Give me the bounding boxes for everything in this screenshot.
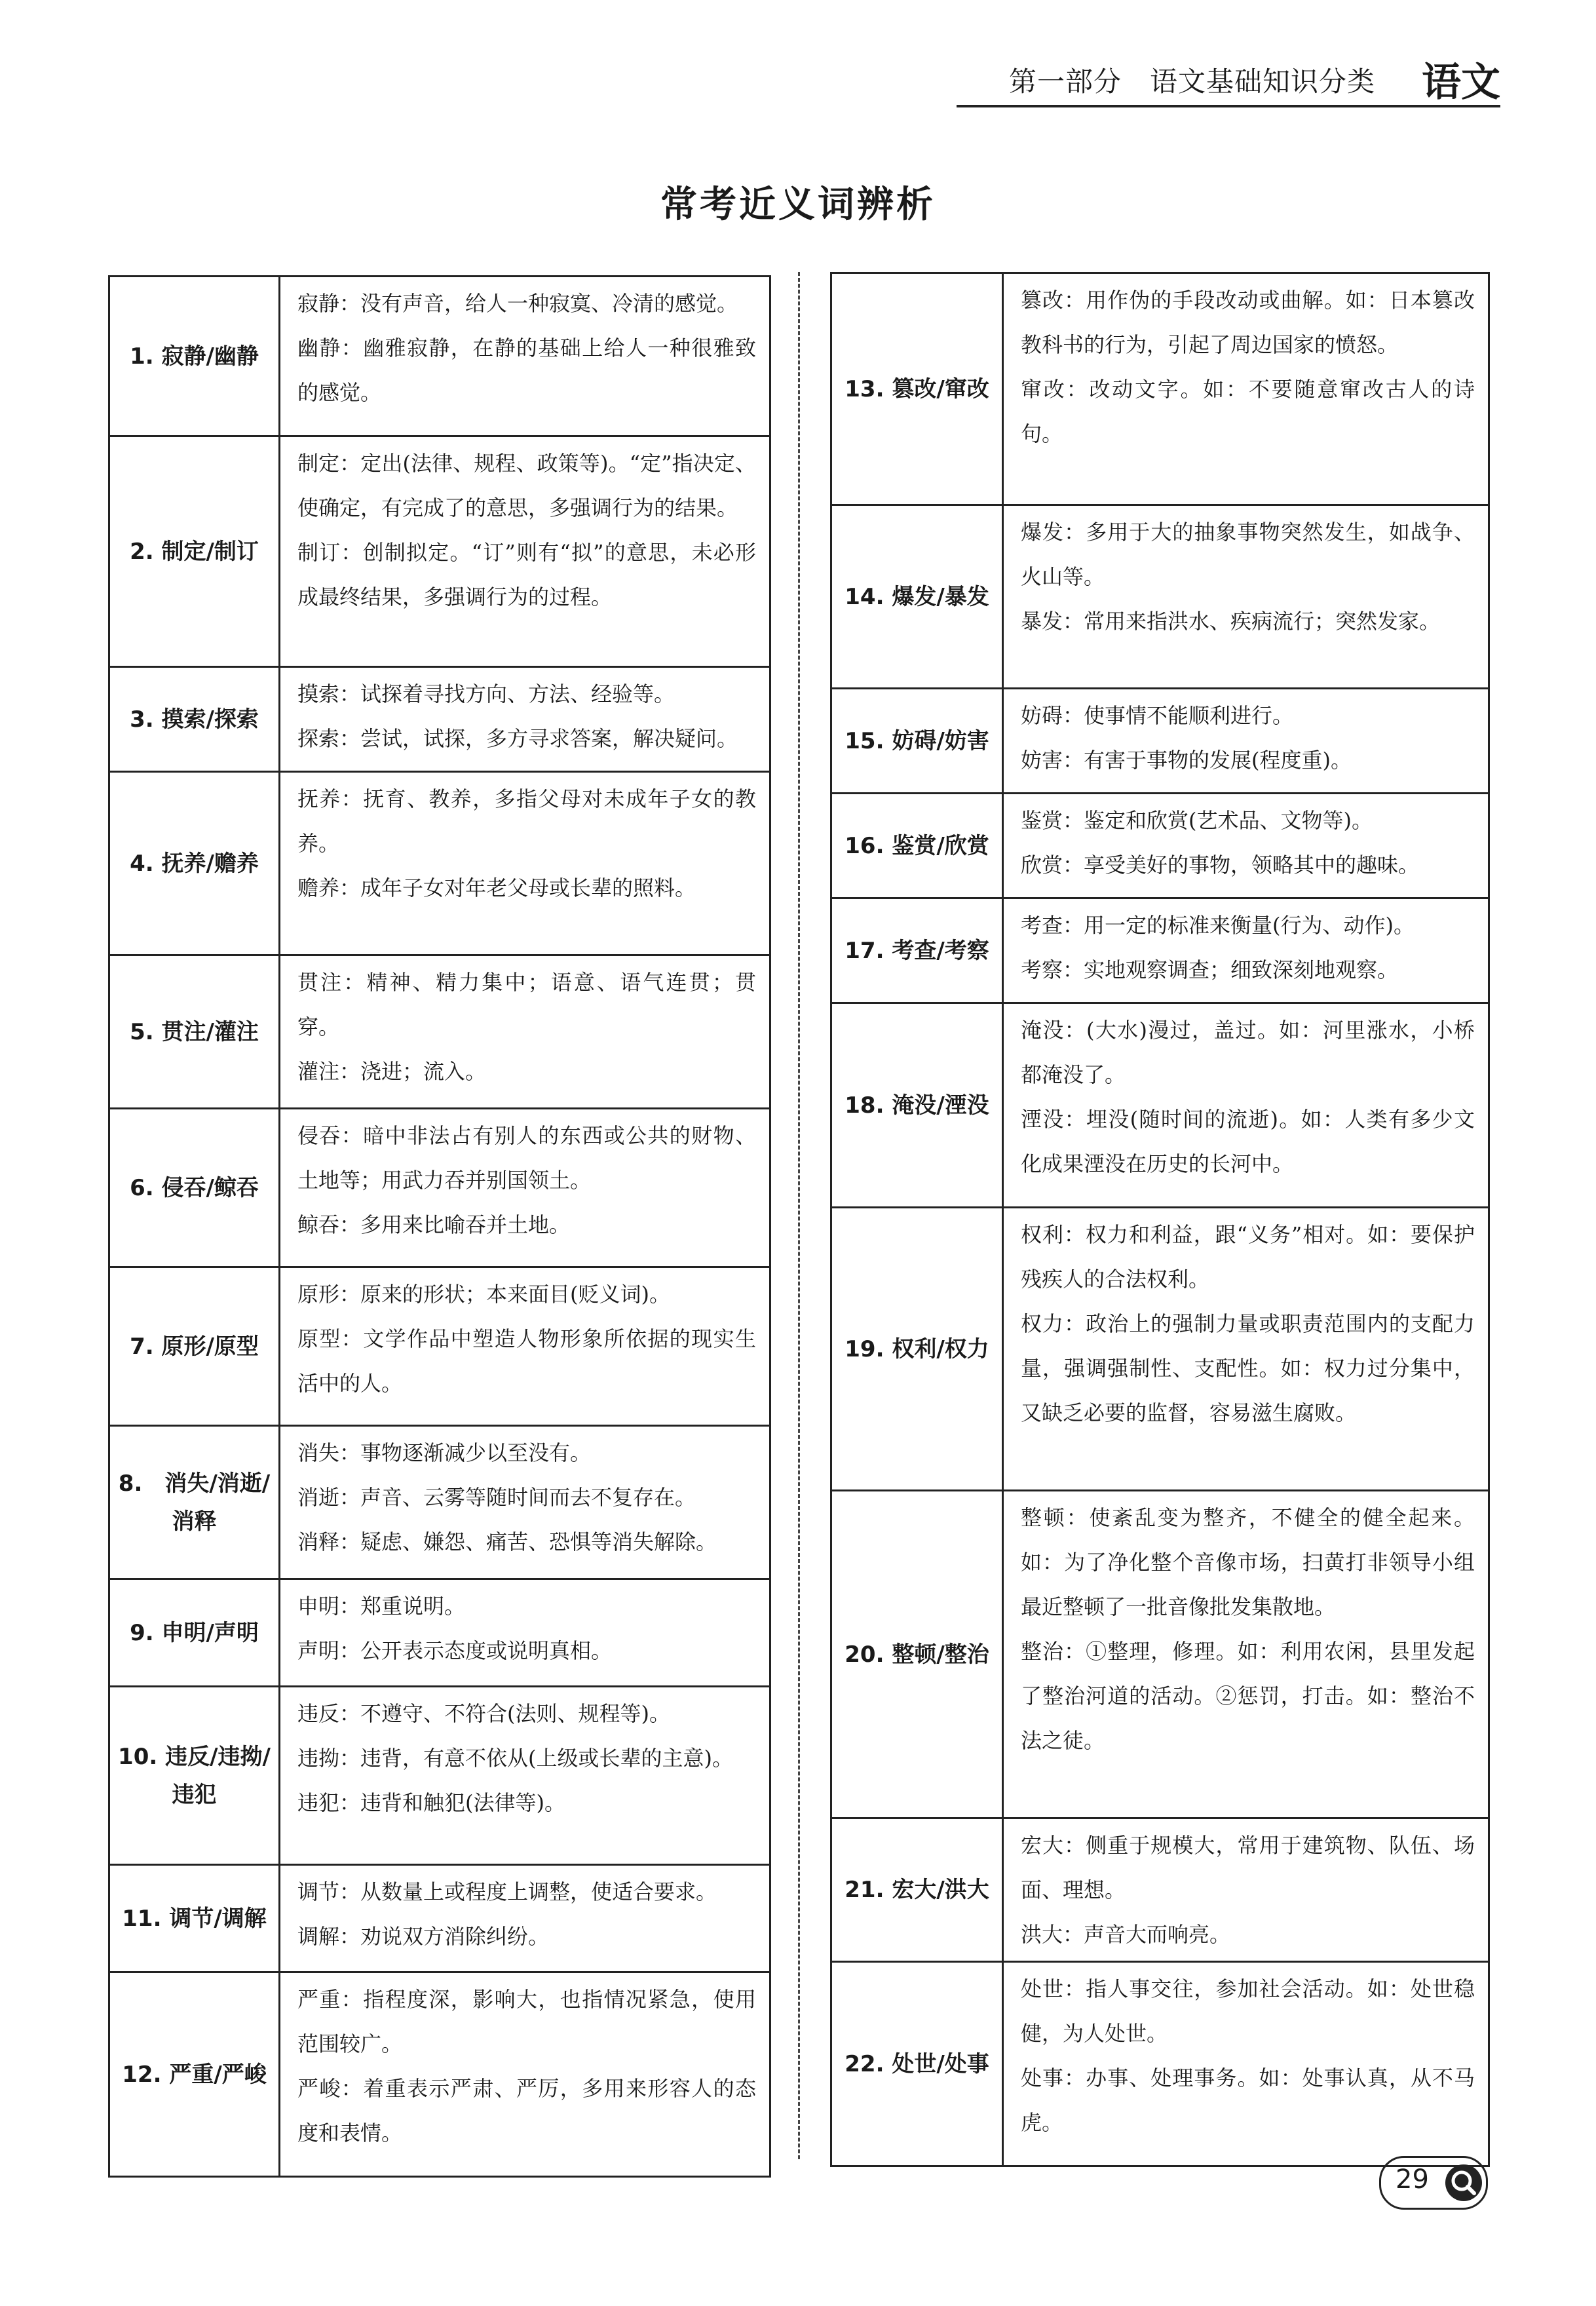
- entry-row: [831, 1491, 1489, 1818]
- entry-row: [109, 1972, 770, 2177]
- definition-line: 篡改：用作伪的手段改动或曲解。如：日本篡改教科书的行为，引起了周边国家的愤怒。: [1021, 288, 1475, 357]
- definition-line: 调解：劝说双方消除纠纷。: [297, 1924, 550, 1949]
- entry-row: [109, 1579, 770, 1687]
- definition-line: 考察：实地观察调查；细致深刻地观察。: [1021, 957, 1399, 982]
- entry-definition: [1003, 1491, 1489, 1818]
- definition-line: 淹没：(大水)漫过，盖过。如：河里涨水，小桥都淹没了。: [1021, 1018, 1475, 1087]
- running-header: [957, 52, 1500, 107]
- left-column-table: [108, 275, 771, 2178]
- entry-term: 6. 侵吞/鲸吞: [109, 1109, 280, 1267]
- entry-term: 14. 爆发/暴发: [831, 505, 1003, 689]
- definition-line: 侵吞：暗中非法占有别人的东西或公共的财物、土地等；用武力吞并别国领土。: [297, 1123, 756, 1193]
- entry-definition: [280, 436, 770, 667]
- entry-definition: [280, 1579, 770, 1687]
- entry-row: [831, 1818, 1489, 1962]
- entry-term: 1. 寂静/幽静: [109, 277, 280, 436]
- entry-row: [109, 955, 770, 1109]
- entry-row: [109, 1426, 770, 1579]
- definition-line: 违反：不遵守、不符合(法则、规程等)。: [297, 1701, 670, 1726]
- definition-line: 窜改：改动文字。如：不要随意窜改古人的诗句。: [1021, 377, 1475, 446]
- entry-definition: [1003, 1962, 1489, 2166]
- definition-line: 赡养：成年子女对年老父母或长辈的照料。: [297, 875, 696, 900]
- definition-line: 声明：公开表示态度或说明真相。: [297, 1638, 613, 1663]
- entry-row: [831, 1208, 1489, 1491]
- entry-row: [831, 689, 1489, 794]
- entry-term: 18. 淹没/湮没: [831, 1003, 1003, 1208]
- definition-line: 整顿：使紊乱变为整齐，不健全的健全起来。如：为了净化整个音像市场，扫黄打非领导小组最近整顿了一批音像批发集散地。: [1021, 1505, 1475, 1619]
- definition-line: 考查：用一定的标准来衡量(行为、动作)。: [1021, 913, 1415, 938]
- right-column-table: [830, 272, 1490, 2167]
- definition-line: 贯注：精神、精力集中；语意、语气连贯；贯穿。: [297, 970, 756, 1039]
- definition-line: 妨碍：使事情不能顺利进行。: [1021, 703, 1294, 728]
- entry-definition: [1003, 505, 1489, 689]
- entry-term: 20. 整顿/整治: [831, 1491, 1003, 1818]
- definition-line: 处事：办事、处理事务。如：处事认真，从不马虎。: [1021, 2066, 1475, 2135]
- definition-line: 爆发：多用于大的抽象事物突然发生，如战争、火山等。: [1021, 520, 1475, 589]
- entry-term: 21. 宏大/洪大: [831, 1818, 1003, 1962]
- definition-line: 消失：事物逐渐减少以至没有。: [297, 1440, 592, 1465]
- entry-definition: [280, 955, 770, 1109]
- entry-term: 3. 摸索/探索: [109, 667, 280, 772]
- entry-row: [109, 772, 770, 955]
- definition-line: 权力：政治上的强制力量或职责范围内的支配力量，强调强制性、支配性。如：权力过分集中，又缺乏必要的监督，容易滋生腐败。: [1021, 1311, 1475, 1425]
- entry-definition: [280, 277, 770, 436]
- definition-line: 严峻：着重表示严肃、严厉，多用来形容人的态度和表情。: [297, 2076, 756, 2145]
- entry-definition: [1003, 1208, 1489, 1491]
- definition-line: 处世：指人事交往，参加社会活动。如：处世稳健，为人处世。: [1021, 1976, 1475, 2046]
- definition-line: 原形：原来的形状；本来面目(贬义词)。: [297, 1282, 670, 1307]
- entry-definition: [1003, 689, 1489, 794]
- page-number: 29: [1396, 2164, 1429, 2195]
- page-number-badge: [1379, 2156, 1488, 2210]
- header-section-label: 第一部分 语文基础知识分类: [1009, 66, 1376, 98]
- definition-line: 灌注：浇进；流入。: [297, 1059, 487, 1084]
- definition-line: 洪大：声音大而响亮。: [1021, 1922, 1231, 1947]
- entry-definition: [280, 1865, 770, 1972]
- entry-term: 19. 权利/权力: [831, 1208, 1003, 1491]
- entry-row: [109, 1687, 770, 1865]
- entry-row: [831, 273, 1489, 505]
- definition-line: 抚养：抚育、教养，多指父母对未成年子女的教养。: [297, 786, 756, 856]
- column-divider: [798, 272, 800, 2159]
- entry-term: 13. 篡改/窜改: [831, 273, 1003, 505]
- entry-term: 5. 贯注/灌注: [109, 955, 280, 1109]
- definition-line: 消释：疑虑、嫌怨、痛苦、恐惧等消失解除。: [297, 1529, 717, 1554]
- entry-row: [109, 1865, 770, 1972]
- entry-definition: [1003, 1003, 1489, 1208]
- definition-line: 整治：①整理，修理。如：利用农闲，县里发起了整治河道的活动。②惩罚，打击。如：整治不法之徒。: [1021, 1639, 1475, 1753]
- entry-term: 9. 申明/声明: [109, 1579, 280, 1687]
- definition-line: 宏大：侧重于规模大，常用于建筑物、队伍、场面、理想。: [1021, 1833, 1475, 1902]
- entry-definition: [280, 1426, 770, 1579]
- definition-line: 鲸吞：多用来比喻吞并土地。: [297, 1212, 571, 1237]
- definition-line: 原型：文学作品中塑造人物形象所依据的现实生活中的人。: [297, 1326, 756, 1396]
- search-icon: [1444, 2163, 1483, 2202]
- entry-row: [109, 667, 770, 772]
- entry-definition: [280, 1687, 770, 1865]
- entry-term: 7. 原形/原型: [109, 1267, 280, 1426]
- entry-definition: [1003, 273, 1489, 505]
- entry-term: 16. 鉴赏/欣赏: [831, 794, 1003, 898]
- entry-row: [831, 898, 1489, 1003]
- entry-row: [109, 436, 770, 667]
- entry-row: [831, 1962, 1489, 2166]
- definition-line: 鉴赏：鉴定和欣赏(艺术品、文物等)。: [1021, 808, 1373, 833]
- entry-row: [831, 1003, 1489, 1208]
- entry-definition: [1003, 794, 1489, 898]
- page-title: 常考近义词辨析: [660, 183, 936, 226]
- entry-definition: [280, 1109, 770, 1267]
- entry-row: [109, 277, 770, 436]
- header-subject-label: 语文: [1422, 60, 1500, 106]
- entry-term: 10. 违反/违拗/违犯: [109, 1687, 280, 1865]
- definition-line: 幽静：幽雅寂静，在静的基础上给人一种很雅致的感觉。: [297, 336, 756, 405]
- definition-line: 权利：权力和利益，跟“义务”相对。如：要保护残疾人的合法权利。: [1021, 1222, 1475, 1292]
- definition-line: 探索：尝试，试探，多方寻求答案，解决疑问。: [297, 726, 738, 751]
- entry-term: 2. 制定/制订: [109, 436, 280, 667]
- definition-line: 调节：从数量上或程度上调整，使适合要求。: [297, 1879, 717, 1904]
- entry-term: 22. 处世/处事: [831, 1962, 1003, 2166]
- definition-line: 制订：创制拟定。“订”则有“拟”的意思，未必形成最终结果，多强调行为的过程。: [297, 540, 756, 609]
- definition-line: 湮没：埋没(随时间的流逝)。如：人类有多少文化成果湮没在历史的长河中。: [1021, 1107, 1475, 1176]
- entry-term: 17. 考查/考察: [831, 898, 1003, 1003]
- entry-row: [831, 505, 1489, 689]
- entry-term: 12. 严重/严峻: [109, 1972, 280, 2177]
- definition-line: 违拗：违背，有意不依从(上级或长辈的主意)。: [297, 1746, 733, 1771]
- definition-line: 妨害：有害于事物的发展(程度重)。: [1021, 748, 1352, 773]
- entry-definition: [1003, 898, 1489, 1003]
- entry-definition: [280, 1972, 770, 2177]
- definition-line: 摸索：试探着寻找方向、方法、经验等。: [297, 682, 675, 706]
- entry-definition: [280, 1267, 770, 1426]
- definition-line: 制定：定出(法律、规程、政策等)。“定”指决定、使确定，有完成了的意思，多强调行为的结果。: [297, 451, 756, 520]
- entry-term: 15. 妨碍/妨害: [831, 689, 1003, 794]
- entry-row: [109, 1267, 770, 1426]
- definition-line: 严重：指程度深，影响大，也指情况紧急，使用范围较广。: [297, 1987, 756, 2056]
- definition-line: 寂静：没有声音，给人一种寂寞、冷清的感觉。: [297, 291, 738, 316]
- entry-row: [109, 1109, 770, 1267]
- entry-definition: [280, 667, 770, 772]
- entry-term: 11. 调节/调解: [109, 1865, 280, 1972]
- entry-term: 8. 消失/消逝/消释: [109, 1426, 280, 1579]
- entry-definition: [280, 772, 770, 955]
- definition-line: 申明：郑重说明。: [297, 1594, 466, 1619]
- definition-line: 违犯：违背和触犯(法律等)。: [297, 1790, 565, 1815]
- entry-row: [831, 794, 1489, 898]
- definition-line: 暴发：常用来指洪水、疾病流行；突然发家。: [1021, 609, 1441, 634]
- entry-term: 4. 抚养/赡养: [109, 772, 280, 955]
- entry-definition: [1003, 1818, 1489, 1962]
- definition-line: 消逝：声音、云雾等随时间而去不复存在。: [297, 1485, 696, 1510]
- definition-line: 欣赏：享受美好的事物，领略其中的趣味。: [1021, 853, 1420, 877]
